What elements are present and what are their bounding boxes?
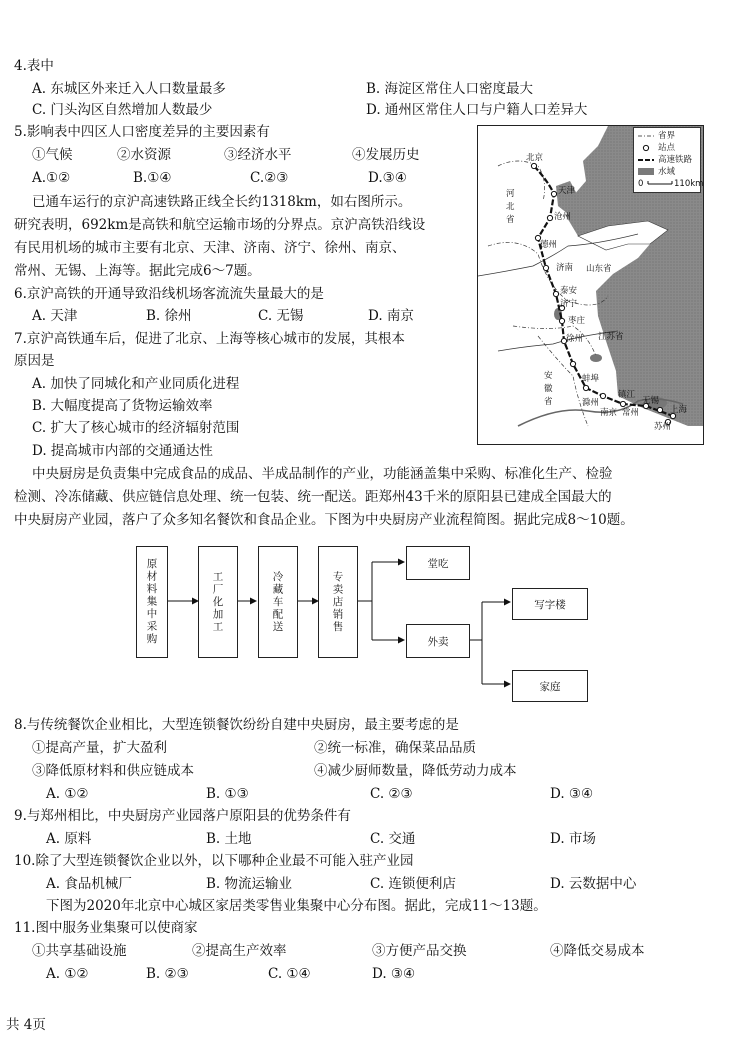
q7-option-d: D. 提高城市内部的交通通达性 (32, 443, 213, 459)
intro67-line1: 已通车运行的京沪高速铁路正线全长约1318km，如右图所示。 (32, 194, 412, 210)
q4-option-d: D. 通州区常住人口与户籍人口差异大 (366, 102, 588, 118)
q8-option-c: C. ②③ (370, 786, 413, 802)
q9-option-a: A. 原料 (46, 831, 92, 847)
q8-option-d: D. ③④ (550, 786, 594, 802)
q11-item-4: ④降低交易成本 (550, 943, 645, 959)
intro810-line2: 检测、冷冻储藏、供应链信息处理、统一包装、统一配送。距郑州43千米的原阳县已建成全国最大的 (14, 489, 612, 505)
q4-stem-text: 4.表中 (14, 58, 54, 74)
flow-step-delivery: 冷藏车配送 (258, 546, 298, 658)
q11-item-3: ③方便产品交换 (372, 943, 467, 959)
map-label-wuxi: 无锡 (642, 396, 660, 406)
legend-railway: 高速铁路 (658, 155, 693, 165)
q6-option-d: D. 南京 (368, 308, 414, 324)
q7-stem-line2: 原因是 (14, 353, 55, 369)
map-label-anhui: 安 徽 省 (544, 371, 553, 407)
page-footer: 共 4页 (6, 1017, 46, 1033)
map-label-suzhou: 苏州 (654, 422, 672, 432)
q7-option-c: C. 扩大了核心城市的经济辐射范围 (32, 420, 240, 436)
intro67-line2: 研究表明，692km是高铁和航空运输市场的分界点。京沪高铁沿线设 (14, 217, 426, 233)
intro810-line1: 中央厨房是负责集中完成食品的成品、半成品制作的产业，功能涵盖集中采购、标准化生产、检验 (32, 466, 613, 482)
q8-option-b: B. ①③ (206, 786, 249, 802)
q5-stem: 5.影响表中四区人口密度差异的主要因素有 (14, 124, 270, 140)
q10-option-d: D. 云数据中心 (550, 876, 637, 892)
q7-option-b: B. 大幅度提高了货物运输效率 (32, 398, 213, 414)
map-label-dezhou: 德州 (540, 240, 558, 250)
intro67-line3: 有民用机场的城市主要有北京、天津、济南、济宁、徐州、南京、 (14, 240, 406, 256)
map-legend (633, 127, 704, 193)
map-label-bengbu: 蚌埠 (582, 374, 600, 384)
flow-step-procurement: 原材料集中采购 (136, 546, 168, 658)
map-label-nanjing: 南京 (600, 408, 618, 418)
legend-scale: 110km (674, 179, 704, 189)
map-label-xuzhou: 徐州 (566, 334, 584, 344)
q5-option-a: A.①② (32, 170, 71, 186)
q8-item-4: ④减少厨师数量，降低劳动力成本 (314, 763, 517, 779)
legend-station: 站点 (658, 143, 676, 153)
q6-option-a: A. 天津 (32, 308, 78, 324)
q5-item-2: ②水资源 (117, 147, 171, 163)
q4-option-a: A. 东城区外来迁入人口数量最多 (32, 81, 226, 97)
q4-option-c: C. 门头沟区自然增加人数最少 (32, 102, 213, 118)
q5-item-3: ③经济水平 (224, 147, 292, 163)
flow-office: 写字楼 (512, 588, 588, 620)
q11-option-c: C. ①④ (268, 966, 311, 982)
legend-boundary: 省界 (658, 131, 676, 141)
q5-item-1: ①气候 (32, 147, 73, 163)
intro1113: 下图为2020年北京中心城区家居类零售业集聚中心分布图。据此，完成11～13题。 (46, 898, 547, 914)
intro810-line3: 中央厨房产业园，落户了众多知名餐饮和食品企业。下图为中央厨房产业流程简图。据此完成8～10题。 (14, 512, 634, 528)
q4-option-b: B. 海淀区常住人口密度最大 (366, 81, 534, 97)
q8-item-2: ②统一标准，确保菜品品质 (314, 740, 476, 756)
q11-stem: 11.图中服务业集聚可以使商家 (14, 920, 198, 936)
q9-option-c: C. 交通 (370, 831, 416, 847)
q8-stem: 8.与传统餐饮企业相比，大型连锁餐饮纷纷自建中央厨房，最主要考虑的是 (14, 717, 459, 733)
q11-option-a: A. ①② (46, 966, 89, 982)
q8-item-1: ①提高产量，扩大盈利 (32, 740, 167, 756)
flow-arrows (0, 540, 752, 710)
map-label-zhenjiang: 镇江 (618, 390, 636, 400)
q9-option-b: B. 土地 (206, 831, 252, 847)
flow-step-store: 专卖店销售 (318, 546, 358, 658)
q5-option-b: B.①④ (133, 170, 172, 186)
map-label-zaozhuang: 枣庄 (568, 316, 586, 326)
q9-stem: 9.与郑州相比，中央厨房产业园落户原阳县的优势条件有 (14, 808, 351, 824)
q10-option-c: C. 连锁便利店 (370, 876, 456, 892)
q10-option-a: A. 食品机械厂 (46, 876, 132, 892)
map-label-shanghai: 上海 (670, 405, 688, 415)
legend-water: 水域 (658, 167, 676, 177)
map-label-jinan: 济南 (556, 263, 574, 273)
q9-option-d: D. 市场 (550, 831, 596, 847)
q10-stem: 10.除了大型连锁餐饮企业以外，以下哪种企业最不可能入驻产业园 (14, 853, 414, 869)
q6-option-c: C. 无锡 (258, 308, 304, 324)
map-label-shandong: 山东省 (586, 264, 612, 274)
q5-option-c: C.②③ (250, 170, 289, 186)
flow-home: 家庭 (512, 670, 588, 702)
map-label-hebei: 河 北 省 (506, 189, 515, 225)
q11-item-2: ②提高生产效率 (192, 943, 287, 959)
map-label-jining: 济宁 (560, 299, 578, 309)
map-label-tianjin: 天津 (558, 186, 576, 196)
map-label-changzhou: 常州 (622, 408, 640, 418)
q11-item-1: ①共享基础设施 (32, 943, 127, 959)
map-label-jiangsu: 江苏省 (598, 332, 624, 342)
q10-option-b: B. 物流运输业 (206, 876, 293, 892)
map-label-chuzhou: 滁州 (582, 398, 600, 408)
q5-option-d: D.③④ (368, 170, 407, 186)
q7-option-a: A. 加快了同城化和产业同质化进程 (32, 376, 240, 392)
flow-takeout: 外卖 (406, 624, 470, 658)
intro67-line4: 常州、无锡、上海等。据此完成6～7题。 (14, 263, 261, 279)
q7-stem-line1: 7.京沪高铁通车后，促进了北京、上海等核心城市的发展，其根本 (14, 331, 405, 347)
q5-item-4: ④发展历史 (352, 147, 420, 163)
legend-scale-zero: 0 (638, 179, 644, 189)
q6-option-b: B. 徐州 (146, 308, 192, 324)
q11-option-d: D. ③④ (372, 966, 416, 982)
q6-stem: 6.京沪高铁的开通导致沿线机场客流流失量最大的是 (14, 286, 324, 302)
flow-dine-in: 堂吃 (406, 546, 470, 580)
q11-option-b: B. ②③ (146, 966, 189, 982)
map-label-taian: 泰安 (560, 286, 578, 296)
flow-step-processing: 工厂化加工 (198, 546, 238, 658)
map-label-beijing: 北京 (526, 153, 544, 163)
q8-item-3: ③降低原材料和供应链成本 (32, 763, 194, 779)
q8-option-a: A. ①② (46, 786, 89, 802)
map-label-cangzhou: 沧州 (554, 212, 572, 222)
